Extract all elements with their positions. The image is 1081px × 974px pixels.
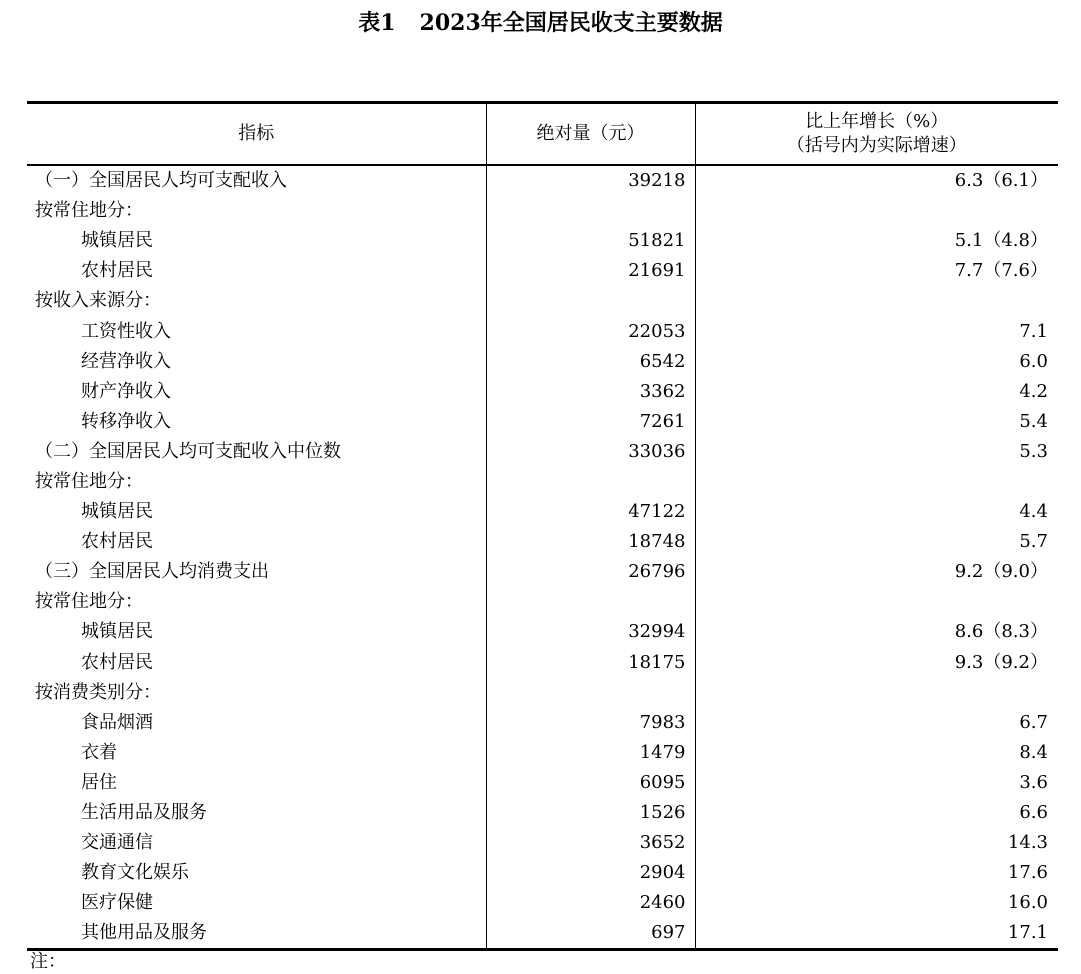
table-note: 注： bbox=[30, 951, 66, 972]
growth-value-cell: 7.7（7.6） bbox=[954, 260, 1048, 282]
table-row bbox=[27, 617, 1058, 647]
indicator-cell: 生活用品及服务 bbox=[27, 798, 486, 828]
growth-value-cell: 17.6 bbox=[1007, 862, 1048, 884]
table-row bbox=[27, 256, 1058, 286]
absolute-value-cell: 1526 bbox=[486, 798, 695, 828]
table-row bbox=[27, 527, 1058, 557]
table-row bbox=[27, 347, 1058, 377]
growth-value-cell: 17.1 bbox=[695, 918, 1058, 950]
table-row bbox=[27, 648, 1058, 678]
table-row bbox=[27, 437, 1058, 467]
absolute-value-cell: 2904 bbox=[486, 858, 695, 888]
indicator-cell: 经营净收入 bbox=[27, 347, 486, 377]
growth-value-cell: 8.6（8.3） bbox=[954, 621, 1048, 643]
absolute-value-cell: 51821 bbox=[486, 226, 695, 256]
indicator-cell: 按常住地分： bbox=[27, 467, 486, 497]
indicator-cell: 其他用品及服务 bbox=[27, 918, 486, 950]
indicator-cell: 医疗保健 bbox=[27, 888, 486, 918]
indicator-cell: 城镇居民 bbox=[27, 226, 486, 256]
indicator-cell: 工资性收入 bbox=[27, 316, 486, 346]
growth-value-cell: 4.4 bbox=[1019, 501, 1048, 523]
indicator-cell: 按常住地分： bbox=[27, 196, 486, 226]
growth-value-cell bbox=[695, 678, 1058, 708]
absolute-value-cell bbox=[486, 196, 695, 226]
table-row bbox=[27, 828, 1058, 858]
absolute-value-cell bbox=[486, 587, 695, 617]
growth-value-cell: 6.3（6.1） bbox=[954, 170, 1048, 192]
table-row bbox=[27, 738, 1058, 768]
indicator-cell: （一）全国居民人均可支配收入 bbox=[27, 165, 486, 196]
indicator-cell: 食品烟酒 bbox=[27, 708, 486, 738]
absolute-value-cell: 26796 bbox=[486, 557, 695, 587]
growth-value-cell: 16.0 bbox=[1007, 892, 1048, 914]
absolute-value-cell: 3652 bbox=[486, 828, 695, 858]
table-row bbox=[27, 708, 1058, 738]
indicator-cell: 按消费类别分： bbox=[27, 678, 486, 708]
indicator-cell: 按收入来源分： bbox=[27, 286, 486, 316]
indicator-cell: 衣着 bbox=[27, 738, 486, 768]
header-growth-line2: （括号内为实际增速） bbox=[786, 135, 967, 156]
table-row bbox=[27, 678, 1058, 708]
growth-value-cell: 7.1 bbox=[1019, 320, 1048, 342]
table-row bbox=[27, 407, 1058, 437]
absolute-value-cell: 21691 bbox=[486, 256, 695, 286]
absolute-value-cell: 33036 bbox=[486, 437, 695, 467]
absolute-value-cell: 22053 bbox=[486, 316, 695, 346]
absolute-value-cell: 2460 bbox=[486, 888, 695, 918]
growth-value-cell: 4.2 bbox=[1019, 380, 1048, 402]
table-number: 表1 bbox=[358, 10, 396, 36]
growth-value-cell: 14.3 bbox=[1007, 832, 1048, 854]
table-row bbox=[27, 467, 1058, 497]
growth-value-cell: 8.4 bbox=[1019, 741, 1048, 763]
table-header bbox=[27, 103, 1058, 166]
header-growth bbox=[695, 103, 1058, 166]
table-row bbox=[27, 888, 1058, 918]
table-row bbox=[27, 798, 1058, 828]
growth-value-cell: 6.0 bbox=[1019, 350, 1048, 372]
indicator-cell: （三）全国居民人均消费支出 bbox=[27, 557, 486, 587]
table-body bbox=[27, 165, 1058, 950]
indicator-cell: （二）全国居民人均可支配收入中位数 bbox=[27, 437, 486, 467]
absolute-value-cell: 39218 bbox=[486, 165, 695, 196]
growth-value-cell: 5.7 bbox=[1019, 531, 1048, 553]
absolute-value-cell: 697 bbox=[486, 918, 695, 950]
indicator-cell: 农村居民 bbox=[27, 527, 486, 557]
indicator-cell: 财产净收入 bbox=[27, 377, 486, 407]
absolute-value-cell: 18748 bbox=[486, 527, 695, 557]
indicator-cell: 农村居民 bbox=[27, 648, 486, 678]
table-row bbox=[27, 226, 1058, 256]
absolute-value-cell bbox=[486, 467, 695, 497]
growth-value-cell bbox=[695, 196, 1058, 226]
table-row bbox=[27, 768, 1058, 798]
income-expenditure-table-container bbox=[27, 101, 1058, 951]
indicator-cell: 居住 bbox=[27, 768, 486, 798]
table-row bbox=[27, 557, 1058, 587]
indicator-cell: 按常住地分： bbox=[27, 587, 486, 617]
absolute-value-cell: 6095 bbox=[486, 768, 695, 798]
indicator-cell: 城镇居民 bbox=[27, 617, 486, 647]
indicator-cell: 转移净收入 bbox=[27, 407, 486, 437]
absolute-value-cell: 32994 bbox=[486, 617, 695, 647]
growth-value-cell: 6.7 bbox=[1019, 711, 1048, 733]
indicator-cell: 交通通信 bbox=[27, 828, 486, 858]
header-indicator: 指标 bbox=[27, 103, 486, 166]
growth-value-cell: 5.1（4.8） bbox=[954, 230, 1048, 252]
absolute-value-cell: 6542 bbox=[486, 347, 695, 377]
growth-value-cell bbox=[695, 467, 1058, 497]
table-row bbox=[27, 858, 1058, 888]
table-row bbox=[27, 377, 1058, 407]
absolute-value-cell: 3362 bbox=[486, 377, 695, 407]
growth-value-cell: 5.3 bbox=[1019, 440, 1048, 462]
absolute-value-cell bbox=[486, 678, 695, 708]
header-growth-line1: 比上年增长（%） bbox=[805, 111, 949, 132]
absolute-value-cell: 7261 bbox=[486, 407, 695, 437]
indicator-cell: 教育文化娱乐 bbox=[27, 858, 486, 888]
growth-value-cell bbox=[695, 286, 1058, 316]
page-title bbox=[0, 6, 1081, 40]
indicator-cell: 城镇居民 bbox=[27, 497, 486, 527]
growth-value-cell: 3.6 bbox=[1019, 771, 1048, 793]
table-row bbox=[27, 286, 1058, 316]
table-row bbox=[27, 497, 1058, 527]
absolute-value-cell bbox=[486, 286, 695, 316]
table-row bbox=[27, 587, 1058, 617]
header-row bbox=[27, 103, 1058, 166]
absolute-value-cell: 7983 bbox=[486, 708, 695, 738]
table-row bbox=[27, 918, 1058, 950]
absolute-value-cell: 1479 bbox=[486, 738, 695, 768]
growth-value-cell: 9.2（9.0） bbox=[954, 561, 1048, 583]
growth-value-cell: 5.4 bbox=[1019, 410, 1048, 432]
growth-value-cell: 6.6 bbox=[1019, 802, 1048, 824]
growth-value-cell: 9.3（9.2） bbox=[954, 651, 1048, 673]
indicator-cell: 农村居民 bbox=[27, 256, 486, 286]
header-absolute: 绝对量（元） bbox=[486, 103, 695, 166]
table-title: 2023年全国居民收支主要数据 bbox=[419, 10, 723, 36]
growth-value-cell bbox=[695, 587, 1058, 617]
table-row bbox=[27, 165, 1058, 196]
table-row bbox=[27, 196, 1058, 226]
income-expenditure-table bbox=[27, 101, 1058, 951]
absolute-value-cell: 47122 bbox=[486, 497, 695, 527]
absolute-value-cell: 18175 bbox=[486, 648, 695, 678]
table-row bbox=[27, 316, 1058, 346]
